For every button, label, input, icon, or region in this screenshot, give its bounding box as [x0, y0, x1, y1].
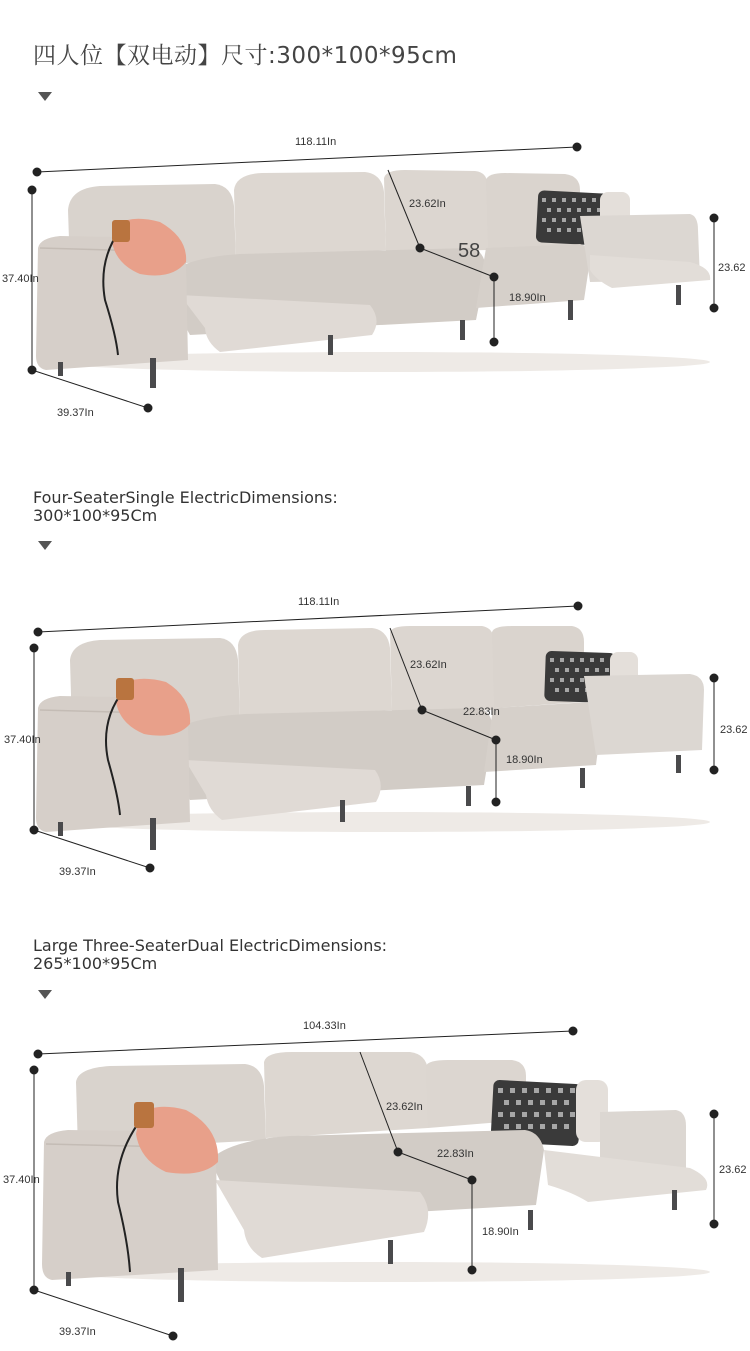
page-title: 四人位【双电动】尺寸:300*100*95cm	[33, 43, 458, 69]
dimension-height: 37.40In	[4, 734, 41, 746]
sofa-diagram-1	[0, 130, 750, 430]
dimension-height: 37.40In	[2, 273, 39, 285]
sofa-illustration	[0, 590, 750, 890]
section-title-2: Four-SeaterSingle ElectricDimensions: 300*100*95Cm	[33, 488, 338, 525]
dimension-depth: 39.37In	[57, 407, 94, 419]
dimension-width: 104.33In	[303, 1020, 346, 1032]
dimension-depth: 39.37In	[59, 1326, 96, 1338]
dimension-width: 118.11In	[295, 136, 337, 148]
triangle-down-icon	[38, 92, 52, 101]
dimension-arm: 23.62	[718, 262, 746, 274]
sofa-diagram-3	[0, 1010, 750, 1350]
dimension-seat-height: 18.90In	[509, 292, 546, 304]
triangle-down-icon	[38, 541, 52, 550]
dimension-seat-height: 18.90In	[482, 1226, 519, 1238]
dimension-seat-depth: 22.83In	[463, 706, 500, 718]
dimension-back: 23.62In	[409, 198, 446, 210]
triangle-down-icon	[38, 990, 52, 999]
dimension-arm: 23.62	[719, 1164, 747, 1176]
dimension-depth: 39.37In	[59, 866, 96, 878]
sofa-illustration	[0, 130, 750, 430]
section-title-3: Large Three-SeaterDual ElectricDimensions: 265*100*95Cm	[33, 936, 388, 973]
sofa-diagram-2	[0, 590, 750, 890]
dimension-back: 23.62In	[410, 659, 447, 671]
dimension-seat-depth: 58	[458, 240, 481, 262]
dimension-height: 37.40In	[3, 1174, 40, 1186]
dimension-width: 118.11In	[298, 596, 340, 608]
dimension-seat-depth: 22.83In	[437, 1148, 474, 1160]
sofa-illustration	[0, 1010, 750, 1350]
dimension-seat-height: 18.90In	[506, 754, 543, 766]
dimension-back: 23.62In	[386, 1101, 423, 1113]
dimension-arm: 23.62	[720, 724, 748, 736]
